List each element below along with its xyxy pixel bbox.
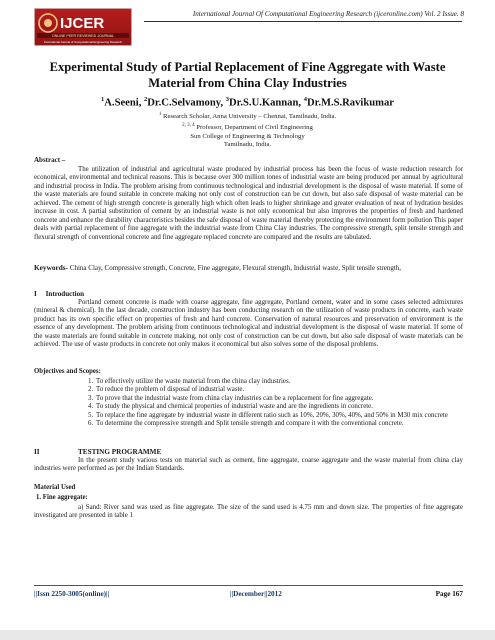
header-divider — [144, 21, 462, 22]
list-item — [34, 386, 463, 394]
author-sup: 2 — [144, 96, 148, 103]
author-sup: 4 — [303, 96, 307, 103]
author-name: Dr.C.Selvamony, — [147, 97, 226, 109]
list-number: 2. — [88, 386, 94, 394]
footer-divider — [34, 585, 463, 586]
affiliation-text: Sun College of Engineering & Technology — [190, 132, 305, 140]
list-number: 3. — [88, 394, 94, 402]
affiliations — [40, 111, 455, 150]
abstract-heading: Abstract – — [34, 156, 66, 164]
journal-logo — [34, 8, 132, 46]
page-footer — [34, 590, 463, 602]
list-item — [34, 420, 463, 428]
section-title: TESTING PROGRAMME — [78, 448, 162, 456]
list-number: 5. — [88, 411, 94, 419]
objectives-list — [34, 378, 463, 429]
objectives-heading: Objectives and Scopes: — [34, 368, 101, 375]
author-sup: 1 — [101, 96, 105, 103]
author-name: Dr.S.U.Kannan, — [229, 97, 304, 109]
abstract-text: The utilization of industrial and agricultural waste produced by industrial process has been the focus of waste reduction research for economical, environmental and technical reasons. This is because over 300 million tones of industrial waste are being produced per annual by agricultural and industrial process in India. The problem arising from continuous technological and industrial development is the disposal of waste material. If some of the waste materials are found suitable in concrete making not only cost of construction can be cut down, but also safe disposal of waste material can be achieved. The cement of high strength concrete is generally high which often leads to higher shrinkage and greater evaluation of neat of hydration besides increase in cost. A partial substitution of cement by an industrial waste is not only economical but also improves the properties of fresh and hardened concrete and enhance the durability characteristics besides the safe disposal of waste material thereby protecting the environment form pollution This paper deals with partial replacement of fine aggregate with the industrial waste from China Clay industries. The compressive strength, split tensile strength and flexural strength of conventional concrete and fine aggregate replaced concrete are compared and the results are tabulated. — [34, 166, 463, 241]
affiliation-line — [40, 133, 455, 142]
affiliation-line — [40, 122, 455, 133]
fine-aggregate-heading: 1. Fine aggregate: — [36, 494, 88, 501]
author-list — [40, 96, 455, 109]
logo-tagline: ONLINE PEER REVIEWED JOURNAL — [51, 34, 115, 38]
section-heading-introduction: I Introduction — [34, 290, 85, 298]
list-text: To reduce the problem of disposal of industrial waste. — [96, 386, 245, 394]
journal-running-title: International Journal Of Computational Engineering Research (ijceronline.com) Vol. 2 Issue. 8 — [192, 10, 464, 18]
page-header — [34, 8, 464, 48]
list-text: To determine the compressive strength and Split tensile strength and compare it with the conventional concrete. — [96, 420, 404, 428]
author-name: A.Seeni, — [104, 97, 145, 109]
introduction-text: Portland cement concrete is made with coarse aggregate, fine aggregate, Portland cement, water and in some cases selected admixtures (mineral & chemical). In the last decade, construction industry has been conducting research on the utilization of waste products in concrete, each waste product has its own specific effect on properties of fresh and hard concrete. Conservation of natural resources and preservation of environment is the essence of any development. The problem arising from continuous technological and industrial development is the disposal of waste material. If some of the waste materials are found suitable in concrete making, not only cost of construction can be cut down, but also safe disposal of waste materials can be achieved. The use of waste products in concrete not only makes it economical but also solves some of the disposal problems. — [34, 299, 463, 349]
list-text: To effectively utilize the waste material from the china clay industries. — [96, 378, 291, 385]
keywords-text: China Clay, Compressive strength, Concrete, Fine aggregate, Flexural strength, Industrial waste, Split tensile strength, — [68, 264, 402, 272]
list-item — [34, 403, 463, 411]
list-number: 4. — [88, 403, 94, 411]
list-text: To study the physical and chemical properties of industrial waste and are the ingredients in concrete. — [96, 403, 373, 411]
list-number: 6. — [88, 420, 94, 428]
logo-subtitle: International Journal of Computational Engineering Research — [43, 40, 123, 44]
page-number: Page 167 — [435, 590, 463, 598]
keywords — [34, 263, 463, 273]
section-number: II — [34, 448, 40, 456]
affiliation-sup: 1 — [158, 112, 162, 117]
list-text: To prove that the industrial waste from china clay industries can be a replacement for fine aggregate. — [96, 394, 374, 402]
list-number: 1. — [88, 378, 94, 385]
paper-title: Experimental Study of Partial Replacement of Fine Aggregate with Waste Material from China Clay Industries — [49, 60, 446, 90]
testing-text: In the present study various tests on material such as cement, fine aggregate, coarse aggregate and the waste material from china clay industries were performed as per the Indian Standards. — [34, 457, 463, 473]
list-item — [34, 378, 463, 386]
material-used-heading: Material Used — [34, 484, 76, 491]
affiliation-text: Professor, Department of Civil Engineering — [196, 124, 313, 132]
affiliation-text: Research Scholar, Anna University – Chennai, Tamilnadu, India. — [163, 113, 337, 121]
author-sup: 3 — [225, 96, 229, 103]
section-heading-testing — [34, 448, 463, 456]
footer-date: ||December||2012 — [230, 590, 282, 598]
author-name: Dr.M.S.Ravikumar — [306, 97, 394, 109]
affiliation-text: Tamilnadu, India. — [223, 141, 272, 149]
list-item — [34, 412, 463, 420]
affiliation-line — [40, 111, 455, 122]
affiliation-line — [40, 141, 455, 150]
keywords-label: Keywords- — [34, 263, 69, 272]
logo-graphic — [34, 8, 132, 46]
fine-aggregate-text: a) Sand: River sand was used as fine aggregate. The size of the sand used is 4.75 mm and down size. The properties of fine aggregate investigated are presented in table 1 — [34, 504, 463, 520]
logo-name: IJCER — [60, 15, 105, 32]
list-text: To replace the fine aggregate by industrial waste in different ratio such as 10%, 20%, 30%, 40%, and 50% in M30 mix concrete — [96, 411, 448, 419]
affiliation-sup: 2, 3, 4 — [182, 122, 195, 128]
list-item — [34, 395, 463, 403]
viewer-bottom-bar — [0, 630, 495, 640]
footer-issn: ||Issn 2250-3005(online)|| — [34, 590, 110, 598]
